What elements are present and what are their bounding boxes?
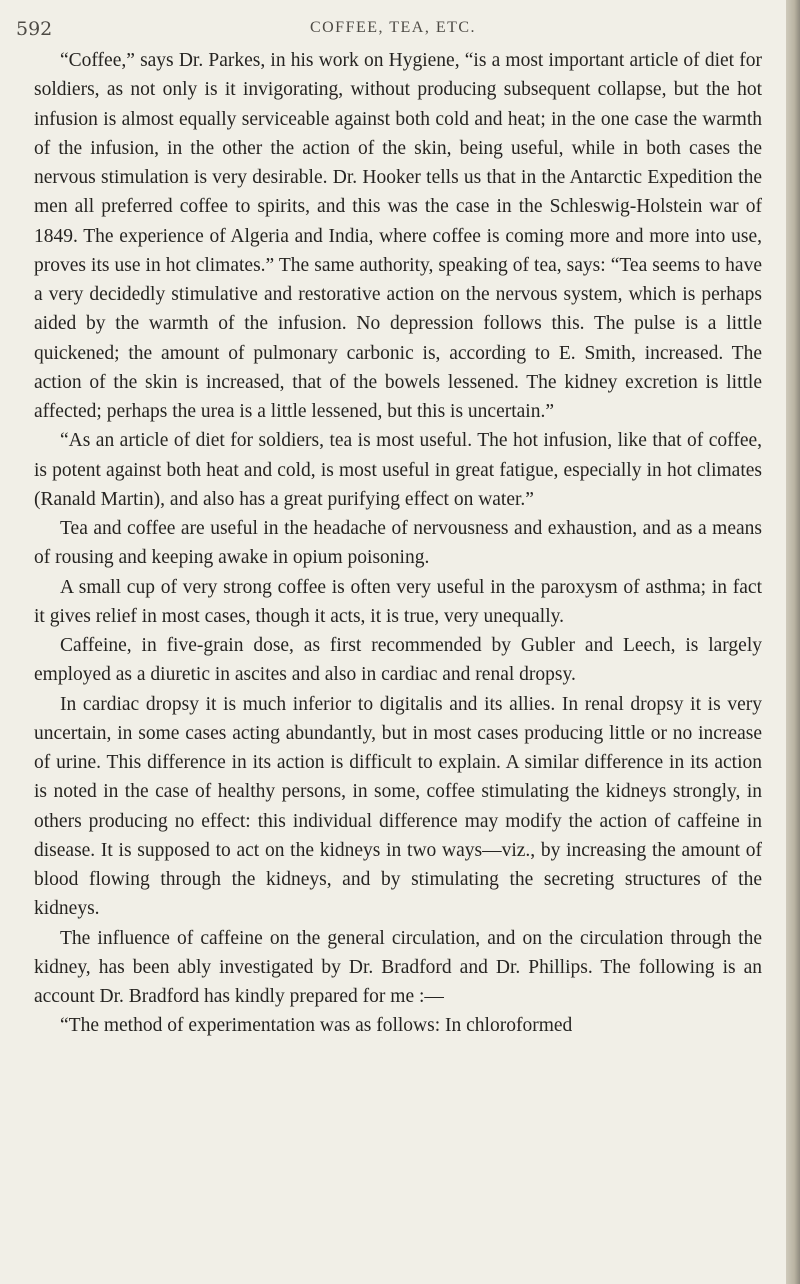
paragraph-circulation: The influence of caffeine on the general circulation, and on the circulation through the kidney, has been ably investigated by Dr. Bradford and Dr. Phillips. The following is an account Dr. Bradford has kindly prepared for me :— bbox=[34, 927, 762, 1007]
paragraph-method: “The method of experimentation was as follows: In chloroformed bbox=[60, 1015, 573, 1037]
paragraph-caffeine-dose: Caffeine, in five-grain dose, as first recommended by Gubler and Leech, is largely employed as a diuretic in ascites and also in cardiac and renal dropsy. bbox=[34, 635, 762, 686]
paragraph-coffee-parkes: “Coffee,” says Dr. Parkes, in his work on Hygiene, “is a most important article of diet for soldiers, as not only is it invigorating, without producing subsequent collapse, but the hot infusion is almost equally serviceable against both cold and heat; in the one case the warmth of the infusion, in the other the action of the skin, being useful, while in both cases the nervous stimulation is very desirable. Dr. Hooker tells us that in the Antarctic Expedition the men all preferred coffee to spirits, and this was the case in the Schleswig-Holstein war of 1849. The experience of Algeria and India, where coffee is coming more and more into use, proves its use in hot climates.” The same authority, speaking of tea, says: “Tea seems to have a very decidedly stimulative and restorative action on the nervous system, which is perhaps aided by the warmth of the infusion. No depression follows this. The pulse is a little quickened; the amount of pulmonary carbonic is, according to E. Smith, increased. The action of the skin is increased, that of the bowels lessened. The kidney excretion is little affected; perhaps the urea is a little lessened, but this is uncertain.” bbox=[34, 50, 762, 422]
page-number: 592 bbox=[16, 18, 53, 40]
page-edge bbox=[786, 0, 800, 1284]
paragraph-headache: Tea and coffee are useful in the headache of nervousness and exhaustion, and as a means of rousing and keeping awake in opium poisoning. bbox=[34, 518, 762, 569]
page-header bbox=[0, 18, 786, 48]
running-title: COFFEE, TEA, ETC. bbox=[309, 19, 477, 36]
body-text bbox=[34, 46, 762, 1041]
paragraph-asthma: A small cup of very strong coffee is often very useful in the paroxysm of asthma; in fact it gives relief in most cases, though it acts, it is true, very unequally. bbox=[34, 576, 762, 627]
paragraph-tea-soldiers: “As an article of diet for soldiers, tea is most useful. The hot infusion, like that of coffee, is potent against both heat and cold, is most useful in great fatigue, especially in hot climates (Ranald Martin), and also has a great purifying effect on water.” bbox=[34, 430, 762, 510]
paragraph-cardiac-dropsy: In cardiac dropsy it is much inferior to digitalis and its allies. In renal dropsy it is very uncertain, in some cases acting abundantly, but in most cases producing little or no increase of urine. This difference in its action is difficult to explain. A similar difference in its action is noted in the case of healthy persons, in some, coffee stimulating the kidneys strongly, in others producing no effect: this individual difference may modify the action of caffeine in disease. It is supposed to act on the kidneys in two ways—viz., by increasing the amount of blood flowing through the kidneys, and by stimulating the secreting structures of the kidneys. bbox=[34, 693, 762, 920]
